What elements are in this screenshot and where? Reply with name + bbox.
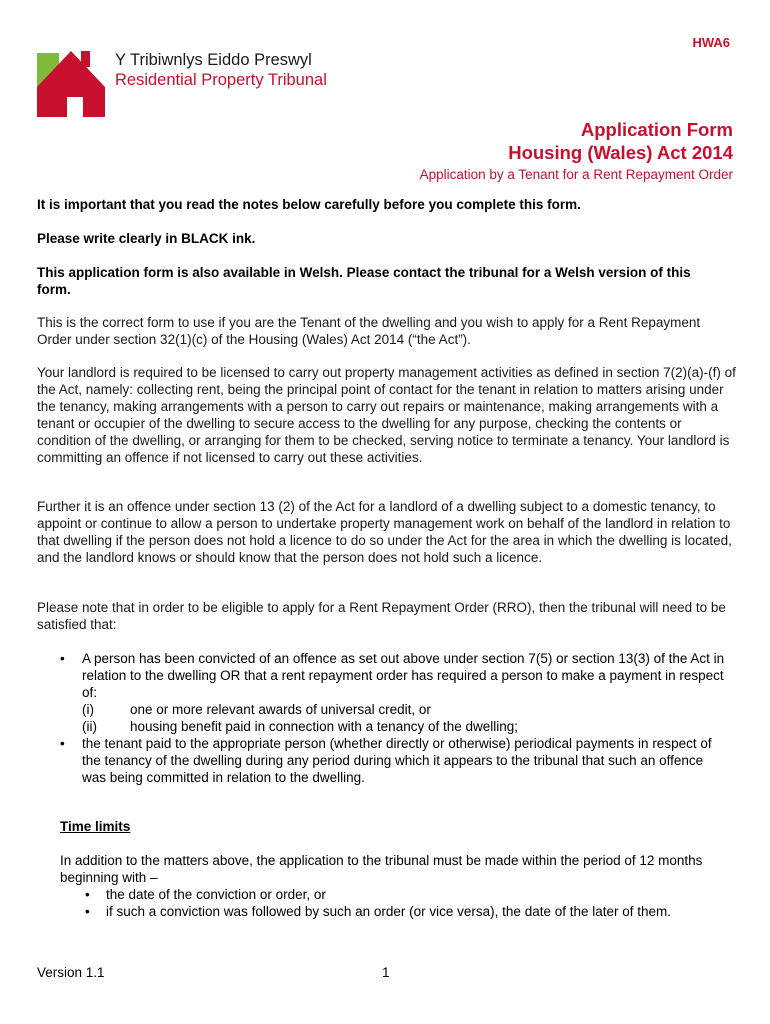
logo-text-english: Residential Property Tribunal [115, 71, 327, 89]
house-logo-icon [37, 47, 109, 119]
condition-conviction: A person has been convicted of an offence as set out above under section 7(5) or section 13(3) of the Act in relation to the dwelling OR that a rent repayment order has required a person to make a payment in respect of: [82, 651, 725, 700]
paragraph-offence: Further it is an offence under section 13 (2) of the Act for a landlord of a dwelling subject to a domestic tenancy, to appoint or continue to allow a person to undertake property management work on behalf of the landlord in relation to that dwelling if the person does not hold a licence to do so under the Act for the area in which the dwelling is located, and the landlord knows or should know that the person does not hold such a licence. [37, 499, 732, 565]
paragraph-landlord-licensing: Your landlord is required to be licensed to carry out property management activities as defined in section 7(2)(a)-(f) of the Act, namely: collecting rent, being the principal point of contact for the tenant in relation to matters arising under the tenancy, making arrangements with a person to carry out repairs or maintenance, making arrangements with a tenant or occupier of the dwelling to secure access to the dwelling for any purpose, checking the contents or condition of the dwelling, or arranging for them to be checked, serving notice to terminate a tenancy. Your landlord is committing an offence if not licensed to carry out these activities. [37, 365, 736, 465]
condition-payments: the tenant paid to the appropriate person (whether directly or otherwise) periodical payments in respect of the tenancy of the dwelling during any period during which it appears to the tribunal that such an offence was being committed in relation to the dwelling. [82, 736, 712, 785]
list-item [60, 650, 730, 701]
footer-version: Version 1.1 [37, 965, 105, 980]
paragraph-eligibility: Please note that in order to be eligible to apply for a Rent Repayment Order (RRO), then the tribunal will need to be satisfied that: [37, 600, 726, 632]
numeral: (ii) [82, 719, 97, 734]
note-black-ink: Please write clearly in BLACK ink. [37, 231, 256, 246]
bullet-icon: • [60, 651, 65, 666]
time-limits-heading: Time limits [60, 819, 131, 834]
note-welsh-version: This application form is also available in Welsh. Please contact the tribunal for a Welsh version of this form. [37, 265, 691, 297]
title-block [420, 118, 733, 182]
form-title: Application Form [580, 119, 733, 140]
logo-text-welsh: Y Tribiwnlys Eiddo Preswyl [115, 51, 312, 69]
numeral: (i) [82, 702, 94, 717]
list-item [60, 718, 730, 735]
conditions-list [60, 650, 730, 786]
time-limit-item: the date of the conviction or order, or [106, 887, 326, 902]
act-title: Housing (Wales) Act 2014 [508, 142, 733, 163]
time-limits-intro: In addition to the matters above, the application to the tribunal must be made within the period of 12 months beginning with – [60, 853, 703, 885]
bullet-icon: • [85, 904, 90, 919]
tribunal-logo [37, 47, 367, 117]
sub-item-text: one or more relevant awards of universal credit, or [130, 702, 431, 717]
note-read-carefully: It is important that you read the notes below carefully before you complete this form. [37, 197, 581, 212]
paragraph-correct-form: This is the correct form to use if you are the Tenant of the dwelling and you wish to apply for a Rent Repayment Order under section 32(1)(c) of the Housing (Wales) Act 2014 (“the Act”). [37, 315, 701, 347]
time-limit-item: if such a conviction was followed by such an order (or vice versa), the date of the later of them. [106, 904, 672, 919]
sub-item-text: housing benefit paid in connection with a tenancy of the dwelling; [130, 719, 519, 734]
bullet-icon: • [85, 887, 90, 902]
list-item [60, 886, 735, 903]
bullet-icon: • [60, 736, 65, 751]
form-subtitle: Application by a Tenant for a Rent Repayment Order [419, 167, 733, 182]
list-item [60, 735, 730, 786]
time-limits-block [60, 852, 735, 920]
list-item [60, 903, 735, 920]
list-item [60, 701, 730, 718]
form-code: HWA6 [692, 35, 730, 50]
page-number: 1 [382, 965, 390, 980]
